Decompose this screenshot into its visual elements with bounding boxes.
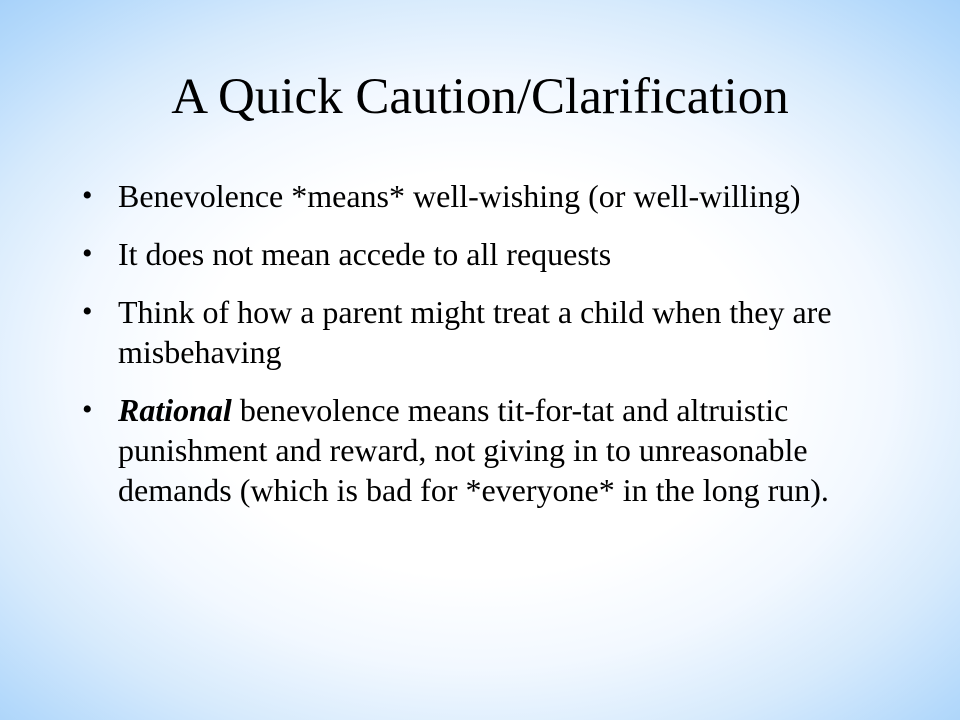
- bullet-item: [82, 390, 882, 510]
- bullet-text: benevolence means tit-for-tat and altruistic punishment and reward, not giving in to unreasonable demands (which is bad for *everyone* in the long run).: [118, 392, 829, 508]
- bullet-text: Think of how a parent might treat a child when they are misbehaving: [118, 294, 832, 370]
- bullet-list: [82, 176, 882, 528]
- bullet-item: [82, 176, 882, 216]
- bullet-dot-icon: •: [82, 179, 93, 212]
- bullet-dot-icon: •: [82, 393, 93, 426]
- slide-title: A Quick Caution/Clarification: [171, 69, 789, 125]
- bullet-emphasis: Rational: [118, 392, 232, 428]
- bullet-item: [82, 234, 882, 274]
- bullet-text: Benevolence *means* well-wishing (or well-willing): [118, 178, 801, 214]
- bullet-item: [82, 292, 882, 372]
- bullet-text: It does not mean accede to all requests: [118, 236, 612, 272]
- bullet-dot-icon: •: [82, 237, 93, 270]
- bullet-dot-icon: •: [82, 295, 93, 328]
